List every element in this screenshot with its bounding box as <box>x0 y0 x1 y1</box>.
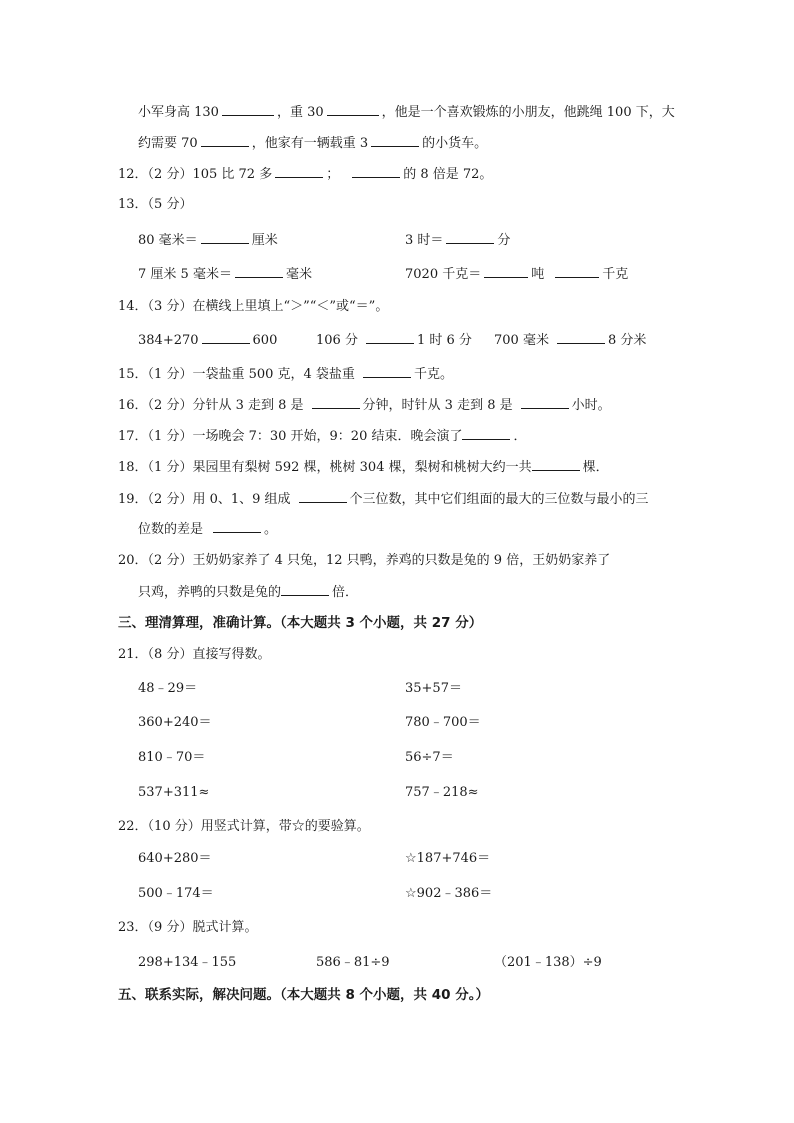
answer-blank[interactable] <box>521 396 569 409</box>
answer-blank[interactable] <box>484 265 528 278</box>
q21-item: 35+57＝ <box>405 681 462 696</box>
q21-item: 48﹣29＝ <box>138 681 198 696</box>
q11-line2: 约需要 70 ，他家有一辆载重 3 的小货车。 <box>138 136 488 151</box>
answer-blank[interactable] <box>462 427 510 440</box>
answer-blank[interactable] <box>366 331 414 344</box>
question-20-line2: 只鸡，养鸭的只数是兔的 倍． <box>138 585 359 600</box>
q13-item-c: 7 厘米 5 毫米＝ 毫米 <box>138 267 312 282</box>
q22-item: 640+280＝ <box>138 851 212 866</box>
q21-item: 810﹣70＝ <box>138 750 206 765</box>
answer-blank[interactable] <box>213 520 261 533</box>
answer-blank[interactable] <box>363 365 411 378</box>
q14-item-c: 700 毫米 8 分米 <box>494 333 647 348</box>
q13-item-a: 80 毫米＝ 厘米 <box>138 233 278 248</box>
q21-item: 757﹣218≈ <box>405 785 479 800</box>
q13-item-b: 3 时＝ 分 <box>405 233 511 248</box>
q21-item: 360+240＝ <box>138 715 212 730</box>
question-16: 16．（2 分）分针从 3 走到 8 是 分钟，时针从 3 走到 8 是 小时。 <box>118 398 611 413</box>
q13-item-d: 7020 千克＝ 吨 千克 <box>405 267 629 282</box>
question-22-head: 22．（10 分）用竖式计算，带☆的要验算。 <box>118 819 370 834</box>
question-12: 12．（2 分）105 比 72 多 ； 的 8 倍是 72。 <box>118 167 493 182</box>
question-19-line2: 位数的差是 。 <box>138 522 278 537</box>
answer-blank[interactable] <box>557 331 605 344</box>
question-15: 15．（1 分）一袋盐重 500 克，4 袋盐重 千克。 <box>118 367 453 382</box>
answer-blank[interactable] <box>201 231 249 244</box>
answer-blank[interactable] <box>371 134 419 147</box>
answer-blank[interactable] <box>235 265 283 278</box>
section-3-heading: 三、理清算理，准确计算。（本大题共 3 个小题，共 27 分） <box>118 615 483 631</box>
section-5-heading: 五、联系实际，解决问题。（本大题共 8 个小题，共 40 分。） <box>118 987 489 1003</box>
q22-item: ☆902﹣386＝ <box>405 886 493 901</box>
question-19-line1: 19．（2 分）用 0、1、9 组成 个三位数，其中它们组面的最大的三位数与最小的三 <box>118 492 649 507</box>
q23-item: （201﹣138）÷9 <box>494 955 602 970</box>
q22-item: ☆187+746＝ <box>405 851 491 866</box>
q21-item: 537+311≈ <box>138 785 210 800</box>
answer-blank[interactable] <box>275 165 323 178</box>
q11-line1: 小军身高 130 ，重 30 ，他是一个喜欢锻炼的小朋友，他跳绳 100 下，大 <box>138 105 675 120</box>
question-17: 17．（1 分）一场晚会 7：30 开始，9：20 结束．晚会演了 ． <box>118 429 527 444</box>
q14-item-a: 384+270 600 <box>138 333 278 348</box>
question-23-head: 23．（9 分）脱式计算。 <box>118 920 258 935</box>
answer-blank[interactable] <box>299 490 347 503</box>
answer-blank[interactable] <box>222 103 274 116</box>
q21-item: 780﹣700＝ <box>405 715 481 730</box>
q14-item-b: 106 分 1 时 6 分 <box>316 333 472 348</box>
q23-item: 298+134﹣155 <box>138 955 237 970</box>
answer-blank[interactable] <box>446 231 494 244</box>
answer-blank[interactable] <box>555 265 599 278</box>
answer-blank[interactable] <box>312 396 360 409</box>
question-21-head: 21．（8 分）直接写得数。 <box>118 647 271 662</box>
answer-blank[interactable] <box>327 103 379 116</box>
q21-item: 56÷7＝ <box>405 750 454 765</box>
q23-item: 586﹣81÷9 <box>316 955 390 970</box>
question-20-line1: 20．（2 分）王奶奶家养了 4 只兔，12 只鸭，养鸡的只数是兔的 9 倍，王奶奶家养了 <box>118 553 611 568</box>
answer-blank[interactable] <box>201 134 249 147</box>
question-14-head: 14．（3 分）在横线上里填上“＞”“＜”或“＝”。 <box>118 299 389 314</box>
answer-blank[interactable] <box>352 165 400 178</box>
answer-blank[interactable] <box>532 458 580 471</box>
answer-blank[interactable] <box>281 583 329 596</box>
question-18: 18．（1 分）果园里有梨树 592 棵，桃树 304 棵，梨树和桃树大约一共 棵． <box>118 460 609 475</box>
question-13-head: 13．（5 分） <box>118 197 193 212</box>
q22-item: 500﹣174＝ <box>138 886 214 901</box>
answer-blank[interactable] <box>202 331 250 344</box>
